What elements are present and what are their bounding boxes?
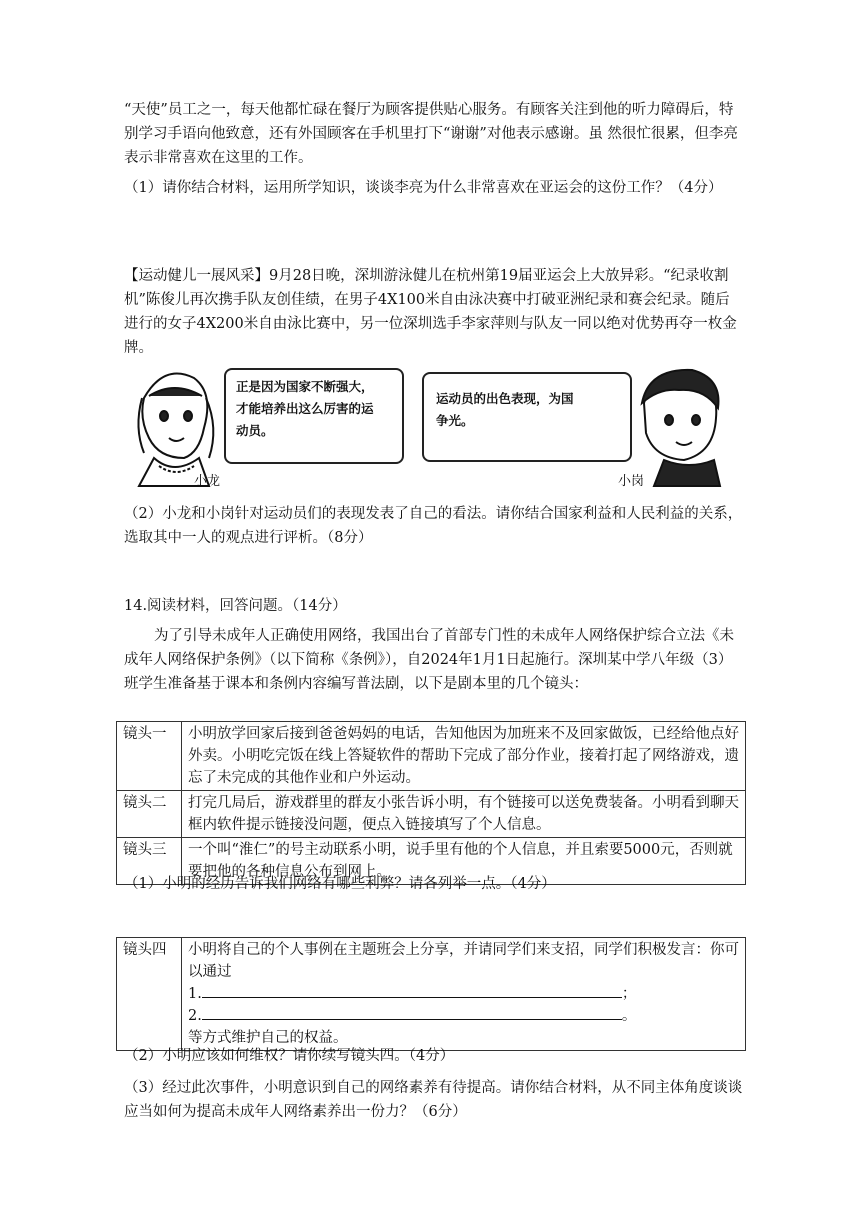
question-14-1: （1）小明的经历告诉我们网络有哪些利弊？请各列举一点。（4分） (124, 876, 556, 892)
shot4-item-2-number: 2. (188, 1008, 202, 1024)
shot-text: 小明放学回家后接到爸爸妈妈的电话，告知他因为加班来不及回家做饭，已经给他点好外卖。小明吃完饭在线上答疑软件的帮助下完成了部分作业，接着打起了网络游戏，遗忘了未完成的其他作业和户外运动。 (182, 722, 746, 791)
name-left: 小龙 (194, 474, 221, 489)
table-row (117, 938, 746, 1051)
shot-text: 一个叫“淮仁”的号主动联系小明，说手里有他的个人信息，并且索要5000元，否则就要把他的各种信息公布到网上。 (182, 838, 746, 885)
table-row (117, 722, 746, 791)
answer-blank-2[interactable] (202, 1005, 622, 1020)
name-right: 小岗 (618, 474, 645, 489)
speech-bubble-left (224, 368, 404, 464)
intro-paragraph: “天使”员工之一，每天他都忙碌在餐厅为顾客提供贴心服务。有顾客关注到他的听力障碍后，特别学习手语向他致意，还有外国顾客在手机里打下“谢谢”对他表示感谢。虽 然很忙很累，但李亮表示非常喜欢在这里的工作。 (124, 102, 738, 166)
shot4-line-end: 等方式维护自己的权益。 (188, 1030, 348, 1046)
question-1: （1）请你结合材料，运用所学知识，谈谈李亮为什么非常喜欢在亚运会的这份工作？（4分） (124, 180, 723, 196)
shots-table (116, 721, 746, 885)
sports-paragraph: 【运动健儿一展风采】9月28日晚，深圳游泳健儿在杭州第19届亚运会上大放异彩。“纪录收割机”陈俊儿再次携手队友创佳绩，在男子4X100米自由泳决赛中打破亚洲纪录和赛会纪录。随后进行的女子4X200米自由泳比赛中，另一位深圳选手李家萍则与队友一同以绝对优势再夺一枚金牌。 (124, 268, 737, 356)
bubble-left-line-2: 才能培养出这么厉害的运 (236, 401, 374, 416)
shot4-item-2-end: 。 (621, 1008, 637, 1024)
shot4-item-2 (188, 1005, 739, 1027)
shot4-item-1 (188, 983, 739, 1005)
shot4-item-1-end: ； (621, 986, 637, 1002)
bubble-left-line-3: 动员。 (236, 423, 274, 438)
shot-text (182, 938, 746, 1051)
answer-blank-1[interactable] (202, 983, 622, 998)
speech-bubble-right (422, 372, 632, 462)
question-14-3: （3）经过此次事件，小明意识到自己的网络素养有待提高。请你结合材料，从不同主体角度谈谈应当如何为提高未成年人网络素养出一份力？（6分） (124, 1080, 743, 1120)
bubble-right-line-2: 争光。 (436, 413, 474, 428)
shot-label: 镜头一 (117, 722, 182, 791)
shot4-item-1-number: 1. (188, 986, 202, 1002)
question-14-2: （2）小明应该如何维权？请你续写镜头四。（4分） (124, 1048, 455, 1064)
question-14-paragraph: 为了引导未成年人正确使用网络，我国出台了首部专门性的未成年人网络保护综合立法《未成年人网络保护条例》（以下简称《条例》），自2024年1月1日起施行。深圳某中学八年级（3）班学生准备基于课本和条例内容编写普法剧，以下是剧本里的几个镜头： (124, 628, 734, 692)
shot-text: 打完几局后，游戏群里的群友小张告诉小明，有个链接可以送免费装备。小明看到聊天框内软件提示链接没问题，便点入链接填写了个人信息。 (182, 791, 746, 838)
shot-label: 镜头四 (117, 938, 182, 1051)
boy-figure-icon (642, 370, 720, 486)
table-row (117, 791, 746, 838)
bubble-left-line-1: 正是因为国家不断强大， (236, 379, 374, 394)
shot4-table (116, 937, 746, 1051)
shot4-line-1: 小明将自己的个人事例在主题班会上分享，并请同学们来支招，同学们积极发言：你可以通过 (188, 942, 739, 980)
bubble-right-line-1: 运动员的出色表现，为国 (436, 391, 574, 406)
question-14-title: 14.阅读材料，回答问题。（14分） (124, 598, 347, 614)
cartoon-illustration (124, 358, 724, 488)
shot-label: 镜头二 (117, 791, 182, 838)
question-2: （2）小龙和小岗针对运动员们的表现发表了自己的看法。请你结合国家利益和人民利益的关系，选取其中一人的观点进行评析。（8分） (124, 506, 743, 546)
shot-label: 镜头三 (117, 838, 182, 885)
